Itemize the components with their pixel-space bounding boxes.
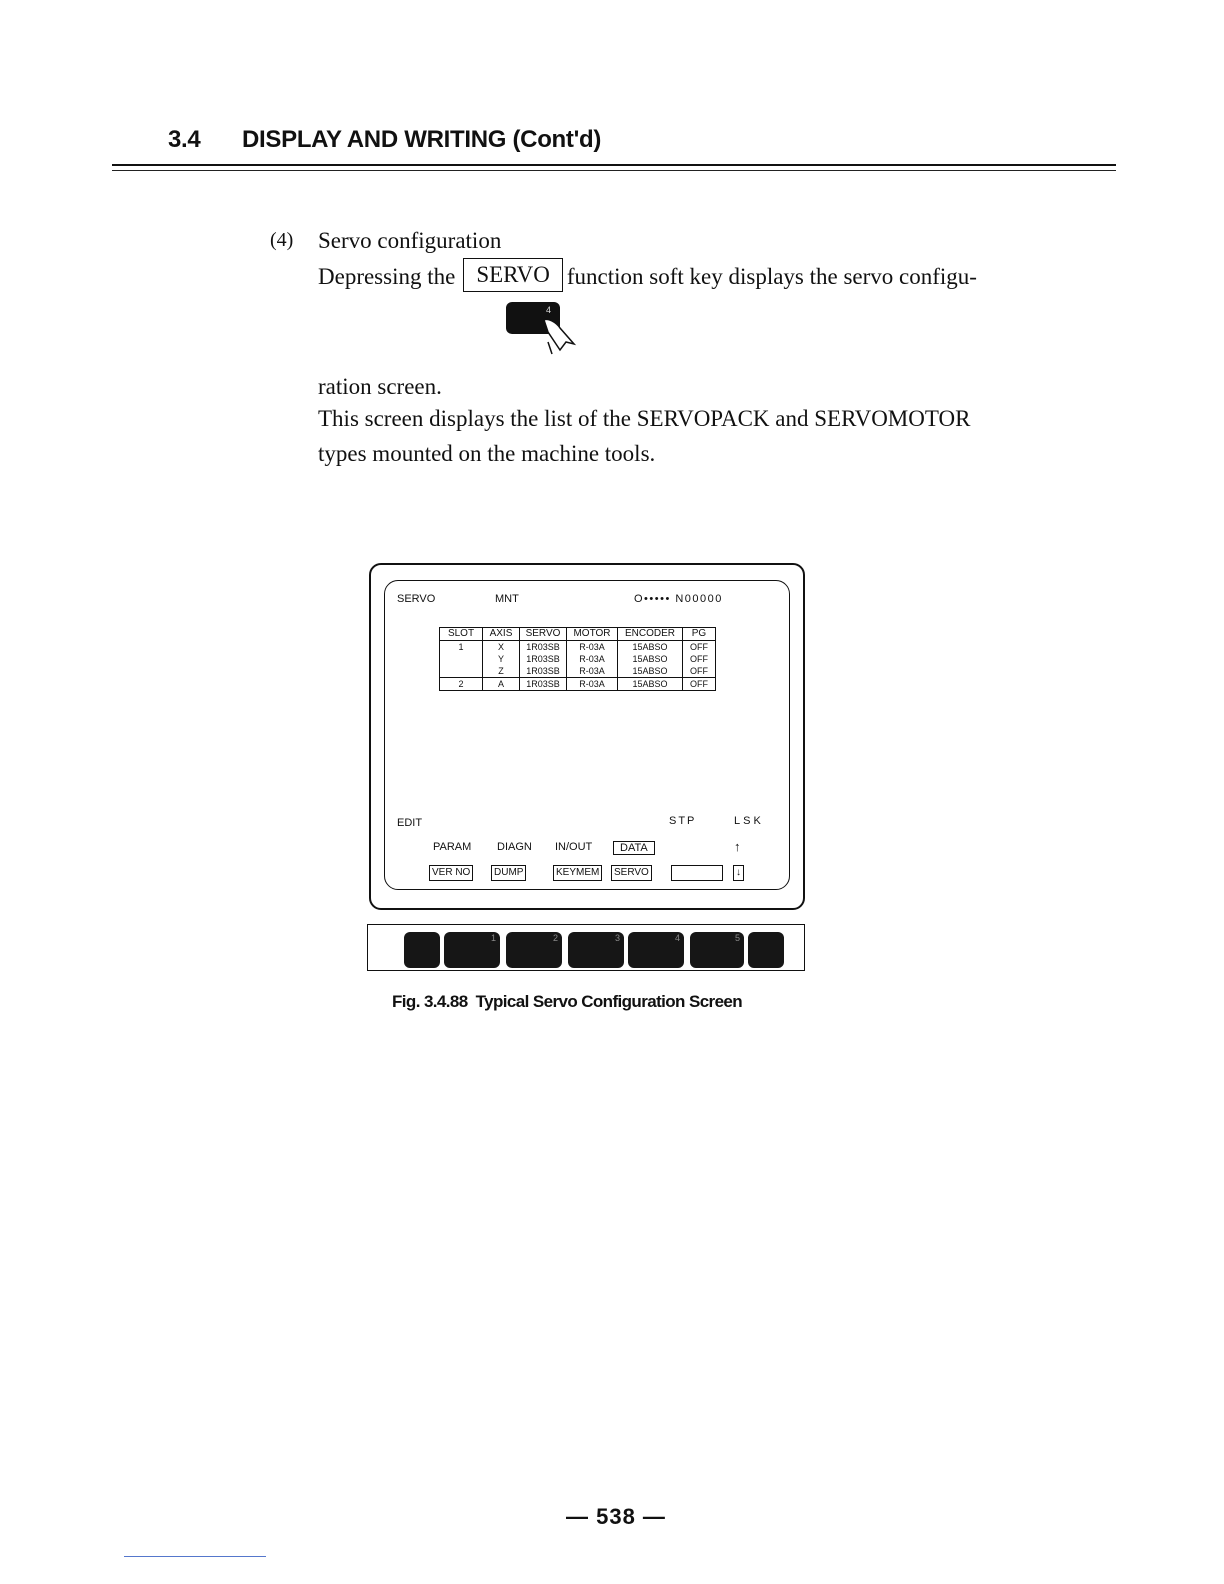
section-number: 3.4 [168, 126, 201, 153]
menu-param[interactable]: PARAM [433, 841, 472, 853]
table-cell: 1R03SB [520, 665, 567, 678]
table-row [440, 678, 716, 691]
servo-config-table [439, 627, 716, 691]
table-cell: OFF [683, 641, 716, 654]
screen-submode: MNT [495, 593, 519, 605]
table-row [440, 665, 716, 678]
col-pg: PG [683, 628, 716, 641]
menu-inout[interactable]: IN/OUT [555, 841, 593, 853]
table-header-row [440, 628, 716, 641]
header-rule-thick [112, 164, 1116, 166]
table-cell: 15ABSO [618, 678, 683, 691]
body-line-1-start: Depressing the [318, 264, 456, 289]
section-title: DISPLAY AND WRITING (Cont'd) [242, 126, 602, 153]
page-number: — 538 — [566, 1504, 666, 1529]
body-line-4: types mounted on the machine tools. [318, 441, 656, 466]
table-cell: 1R03SB [520, 678, 567, 691]
status-stp: STP [669, 815, 697, 827]
table-cell: OFF [683, 678, 716, 691]
function-key-4[interactable]: 4 [628, 932, 684, 968]
col-motor: MOTOR [567, 628, 618, 641]
arrow-down-icon[interactable]: ↓ [733, 865, 744, 881]
figure-title: Typical Servo Configuration Screen [475, 992, 743, 1011]
table-cell: 15ABSO [618, 641, 683, 654]
table-cell: R-03A [567, 665, 618, 678]
return-key-icon[interactable] [404, 932, 440, 968]
function-key-1[interactable]: 1 [444, 932, 500, 968]
menu-diagn[interactable]: DIAGN [497, 841, 532, 853]
table-cell: OFF [683, 665, 716, 678]
softkey-ver-no[interactable]: VER NO [429, 865, 473, 881]
function-key-5[interactable]: 5 [690, 932, 744, 968]
softkey-blank[interactable] [671, 865, 723, 881]
figure-number: Fig. 3.4.88 [392, 992, 468, 1011]
body-line-2: ration screen. [318, 374, 442, 399]
crt-screen [384, 580, 790, 890]
item-number: (4) [270, 229, 294, 251]
table-cell [440, 653, 483, 665]
status-lsk: LSK [734, 815, 764, 827]
svg-text:4: 4 [546, 305, 552, 315]
table-cell: R-03A [567, 653, 618, 665]
footer-rule [124, 1556, 266, 1557]
soft-key-press-icon [504, 298, 580, 356]
col-axis: AXIS [483, 628, 520, 641]
header-rule-thin [112, 170, 1116, 171]
table-cell: X [483, 641, 520, 654]
softkey-dump[interactable]: DUMP [491, 865, 526, 881]
next-page-key-icon[interactable] [748, 932, 784, 968]
function-key-2[interactable]: 2 [506, 932, 562, 968]
softkey-keymem[interactable]: KEYMEM [553, 865, 602, 881]
function-key-3[interactable]: 3 [568, 932, 624, 968]
screen-mode: SERVO [397, 593, 436, 605]
table-cell: 15ABSO [618, 665, 683, 678]
body-line-1-end: function soft key displays the servo configu- [566, 264, 977, 289]
table-cell: R-03A [567, 678, 618, 691]
table-cell: OFF [683, 653, 716, 665]
col-slot: SLOT [440, 628, 483, 641]
table-row [440, 641, 716, 654]
servo-softkey-label: SERVO [463, 258, 563, 292]
table-cell: Y [483, 653, 520, 665]
arrow-up-icon: ↑ [734, 839, 741, 854]
body-line-1 [318, 260, 977, 294]
table-cell: 1R03SB [520, 653, 567, 665]
table-row [440, 653, 716, 665]
section-heading [168, 126, 601, 154]
table-cell: A [483, 678, 520, 691]
table-cell: R-03A [567, 641, 618, 654]
body-line-3: This screen displays the list of the SERVOPACK and SERVOMOTOR [318, 406, 971, 431]
softkey-servo[interactable]: SERVO [611, 865, 652, 881]
figure-caption [392, 992, 742, 1012]
table-cell: 15ABSO [618, 653, 683, 665]
table-cell: 1 [440, 641, 483, 654]
col-servo: SERVO [520, 628, 567, 641]
table-cell: 1R03SB [520, 641, 567, 654]
menu-data[interactable]: DATA [613, 841, 655, 855]
table-cell: Z [483, 665, 520, 678]
program-number: O••••• N00000 [634, 593, 723, 605]
col-encoder: ENCODER [618, 628, 683, 641]
table-cell: 2 [440, 678, 483, 691]
status-edit: EDIT [397, 817, 423, 829]
item-heading: Servo configuration [318, 228, 502, 253]
table-cell [440, 665, 483, 678]
